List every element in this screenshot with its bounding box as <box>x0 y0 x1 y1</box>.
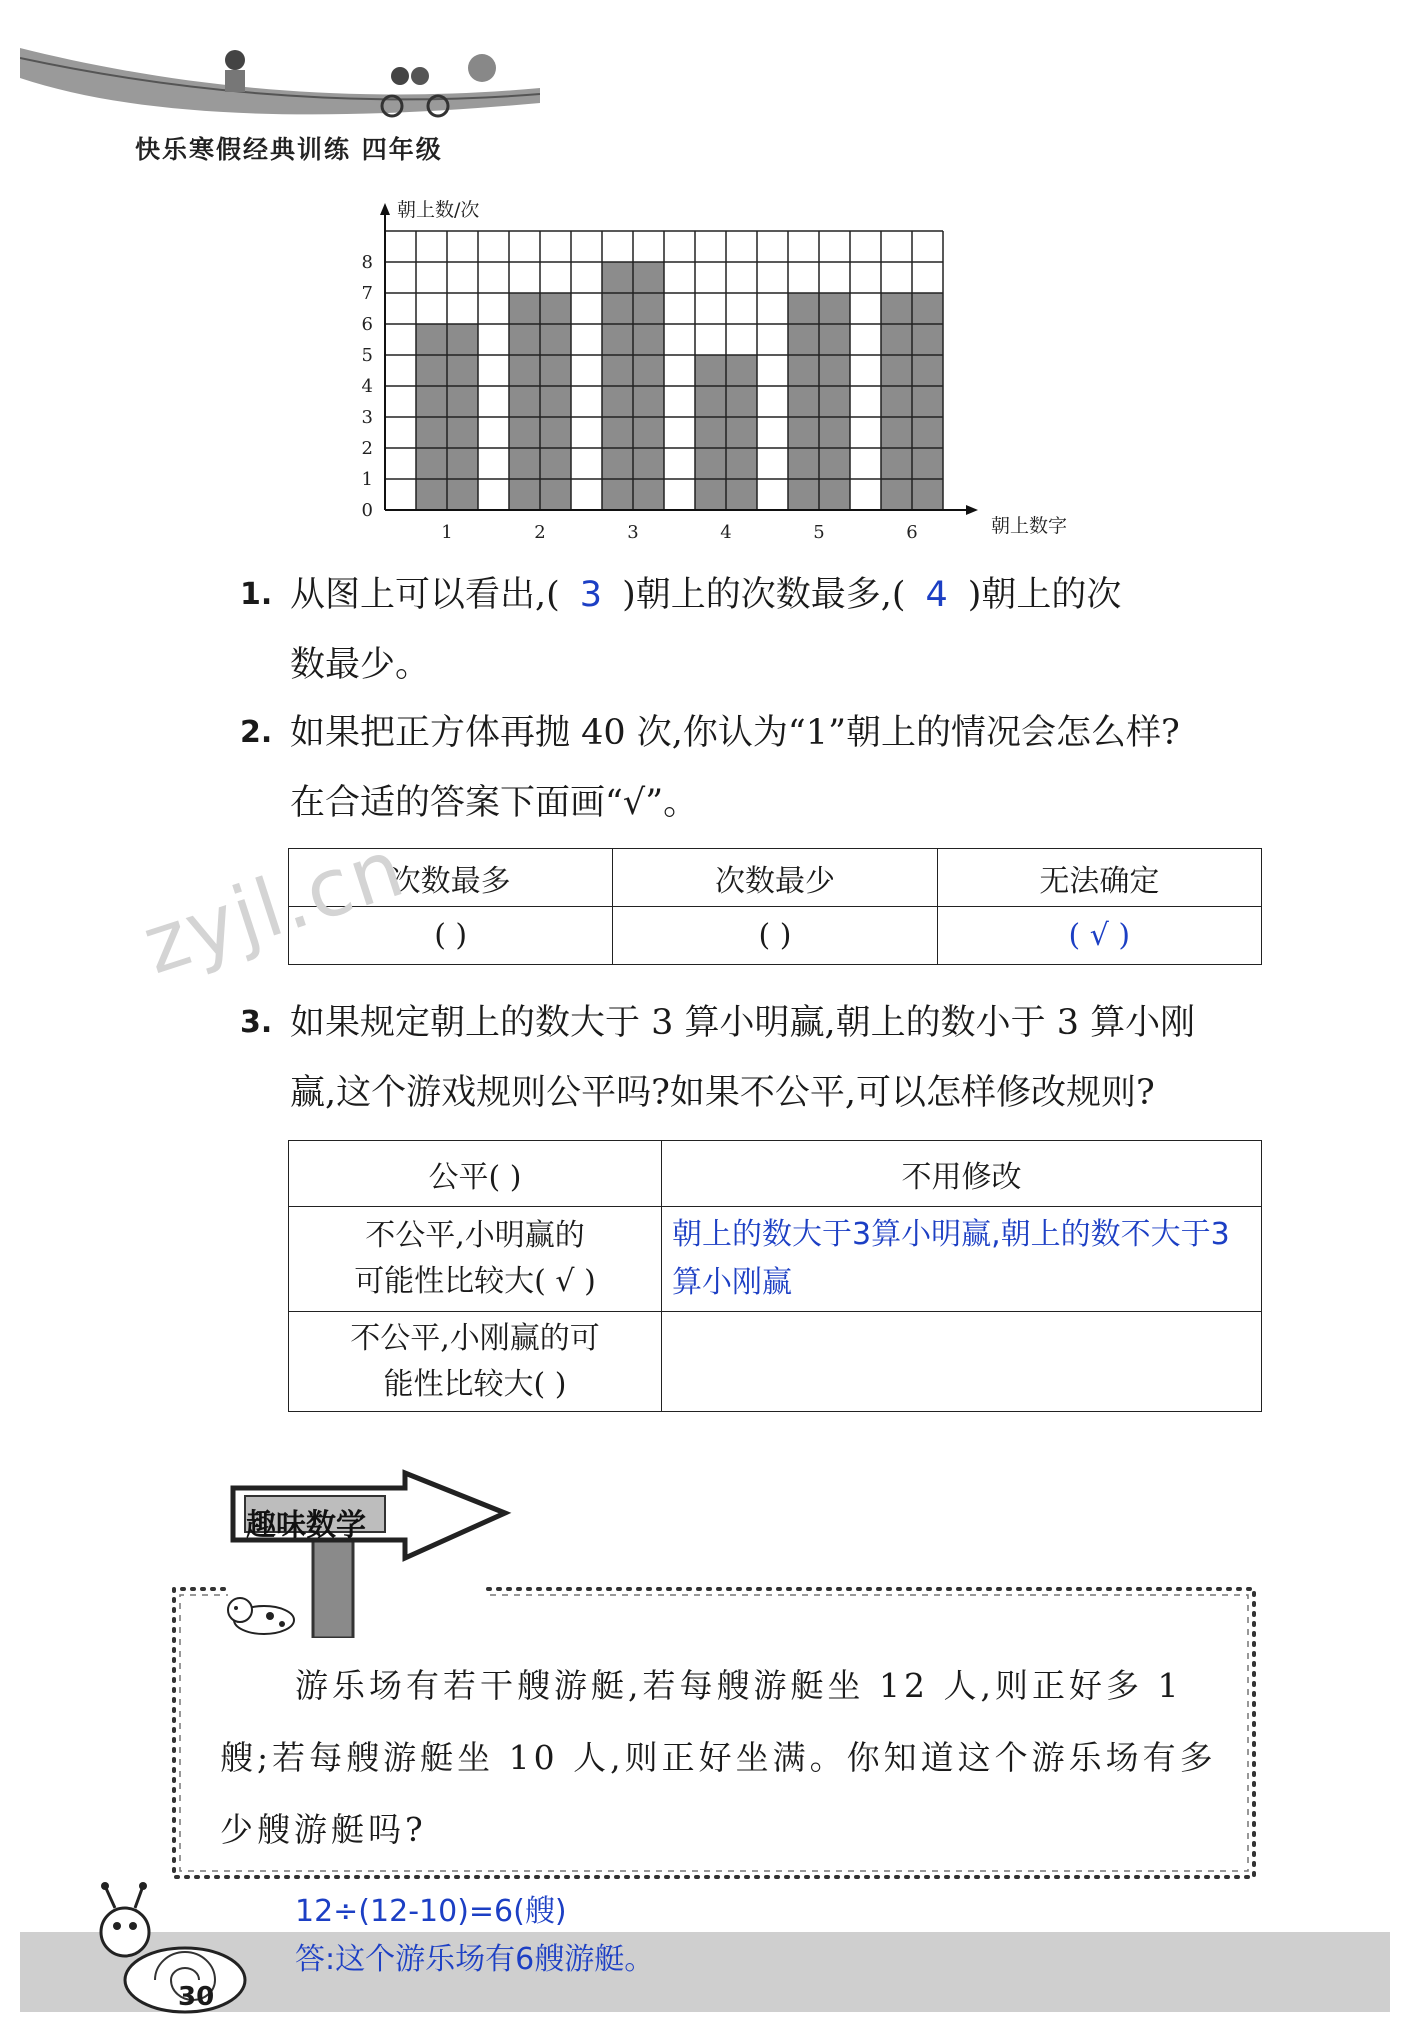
fun-math-answer <box>295 1888 654 1984</box>
fun-math-badge: 趣味数学 <box>246 1508 366 1543</box>
q3-answer-table <box>288 1140 1262 1412</box>
bar-chart <box>355 195 1075 545</box>
cell-text: 可能性比较大( √ ) <box>354 1264 596 1299</box>
y-tick-label: 8 <box>361 252 373 273</box>
table-cell: ( ) <box>289 907 613 965</box>
y-tick-label: 0 <box>361 500 373 521</box>
x-tick-label: 2 <box>534 522 546 543</box>
x-tick-label: 4 <box>720 522 732 543</box>
question-text: 如果规定朝上的数大于 3 算小明赢,朝上的数小于 3 算小刚 <box>290 1003 1196 1043</box>
table-cell: ( √ ) <box>937 907 1261 965</box>
question-text: )朝上的次 <box>967 575 1122 615</box>
answer-number: 3 <box>579 575 603 615</box>
question-text: 从图上可以看出,( <box>290 575 560 615</box>
y-axis-label: 朝上数/次 <box>397 199 480 221</box>
fun-math-problem <box>220 1650 1220 1866</box>
table-cell: ( ) <box>613 907 937 965</box>
x-axis-arrow <box>966 505 978 515</box>
question-number: 2. <box>240 715 273 750</box>
x-tick-label: 3 <box>627 522 639 543</box>
y-tick-label: 5 <box>361 345 373 366</box>
q2-answer-table <box>288 848 1262 965</box>
page-header-title: 快乐寒假经典训练 四年级 <box>135 135 443 164</box>
header-illustration <box>20 28 540 118</box>
snail-icon <box>85 1880 255 2015</box>
x-axis-label: 朝上数字 <box>991 515 1068 537</box>
cell-text: 不公平,小明赢的 <box>365 1218 585 1253</box>
table-header: 次数最多 <box>289 849 613 907</box>
question-text: 在合适的答案下面画“√”。 <box>290 783 699 823</box>
table-cell: 公平( ) <box>289 1141 662 1207</box>
question-text: )朝上的次数最多,( <box>622 575 906 615</box>
y-tick-label: 1 <box>361 469 373 490</box>
y-axis-arrow <box>380 203 390 215</box>
table-cell <box>289 1312 662 1412</box>
answer-cell: 朝上的数大于3算小明赢,朝上的数不大于3算小刚赢 <box>662 1207 1262 1312</box>
problem-text: 游乐场有若干艘游艇,若每艘游艇坐 12 人,则正好多 1 艘;若每艘游艇坐 10 人,则正好坐满。你知道这个游乐场有多少艘游艇吗? <box>220 1666 1217 1849</box>
question-text: 赢,这个游戏规则公平吗?如果不公平,可以怎样修改规则? <box>290 1073 1155 1113</box>
table-cell <box>289 1207 662 1312</box>
y-tick-label: 2 <box>361 438 373 459</box>
table-header: 无法确定 <box>937 849 1261 907</box>
answer-cell <box>662 1312 1262 1412</box>
table-cell: 不用修改 <box>662 1141 1262 1207</box>
table-header: 次数最少 <box>613 849 937 907</box>
watermark: zyjl.cn <box>132 820 416 993</box>
y-tick-label: 3 <box>361 407 373 428</box>
question-number: 3. <box>240 1005 273 1040</box>
x-tick-label: 6 <box>906 522 918 543</box>
page-number: 30 <box>178 1982 215 2012</box>
question-number: 1. <box>240 577 273 612</box>
y-tick-label: 6 <box>361 314 373 335</box>
x-tick-label: 5 <box>813 522 825 543</box>
y-tick-label: 4 <box>361 376 373 397</box>
question-text: 如果把正方体再抛 40 次,你认为“1”朝上的情况会怎么样? <box>290 713 1180 753</box>
answer-number: 4 <box>925 575 948 615</box>
answer-equation: 12÷(12-10)=6(艘) <box>295 1894 567 1929</box>
question-1 <box>240 560 1280 700</box>
answer-statement: 答:这个游乐场有6艘游艇。 <box>295 1942 655 1977</box>
y-tick-label: 7 <box>361 283 373 304</box>
x-tick-label: 1 <box>441 522 453 543</box>
question-3 <box>240 988 1280 1128</box>
cell-text: 能性比较大( ) <box>383 1366 567 1402</box>
cell-text: 不公平,小刚赢的可 <box>350 1320 600 1356</box>
question-text: 数最少。 <box>290 645 431 685</box>
question-2 <box>240 698 1280 838</box>
